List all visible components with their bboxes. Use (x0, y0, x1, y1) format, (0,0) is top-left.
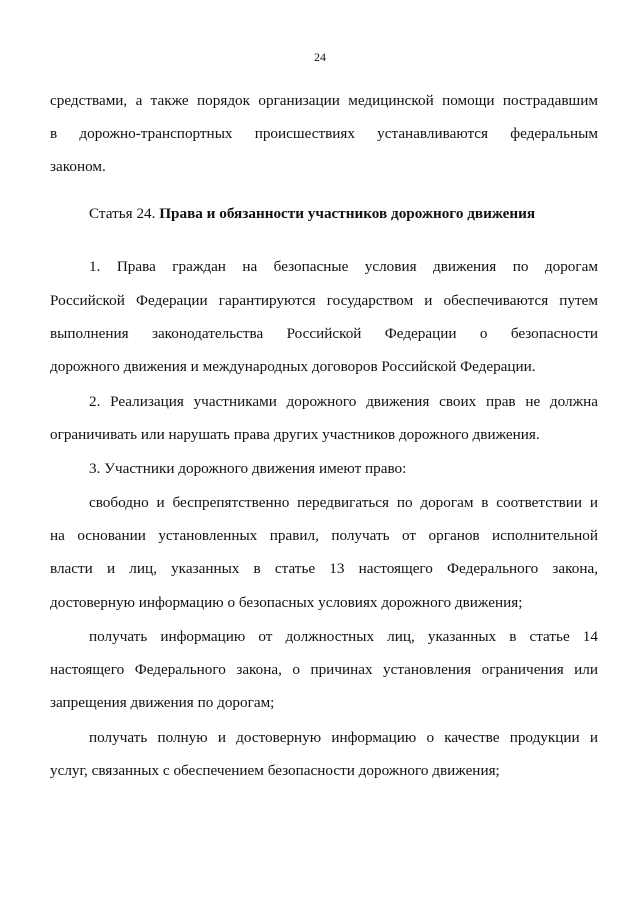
text-line: Российской Федерации гарантируются государством и обеспечиваются путем (50, 292, 598, 309)
text-line: услуг, связанных с обеспечением безопасности дорожного движения; (50, 762, 500, 779)
text-line: в дорожно-транспортных происшествиях устанавливаются федеральным (50, 125, 598, 142)
text-line: дорожного движения и международных договоров Российской Федерации. (50, 358, 536, 375)
text-line: власти и лиц, указанных в статье 13 настоящего Федерального закона, (50, 560, 598, 577)
text-line: 2. Реализация участниками дорожного движения своих прав не должна (89, 393, 598, 410)
text-line: получать полную и достоверную информацию о качестве продукции и (89, 729, 598, 746)
text-line: ограничивать или нарушать права других участников дорожного движения. (50, 426, 540, 443)
text-line: свободно и беспрепятственно передвигаться по дорогам в соответствии и (89, 494, 598, 511)
article-title: Права и обязанности участников дорожного движения (159, 205, 536, 222)
text-line: получать информацию от должностных лиц, указанных в статье 14 (89, 628, 598, 645)
text-line: 1. Права граждан на безопасные условия движения по дорогам (89, 258, 598, 275)
text-line: достоверную информацию о безопасных условиях дорожного движения; (50, 594, 523, 611)
text-line: выполнения законодательства Российской Федерации о безопасности (50, 325, 598, 342)
article-heading (89, 205, 535, 223)
text-line: законом. (50, 158, 106, 175)
text-line: настоящего Федерального закона, о причинах установления ограничения или (50, 661, 598, 678)
text-line: 3. Участники дорожного движения имеют право: (89, 460, 407, 477)
article-prefix: Статья 24. (89, 205, 156, 222)
text-line: запрещения движения по дорогам; (50, 694, 275, 711)
page-number: 24 (314, 50, 326, 64)
text-line: средствами, а также порядок организации медицинской помощи пострадавшим (50, 92, 598, 109)
text-line: на основании установленных правил, получать от органов исполнительной (50, 527, 598, 544)
